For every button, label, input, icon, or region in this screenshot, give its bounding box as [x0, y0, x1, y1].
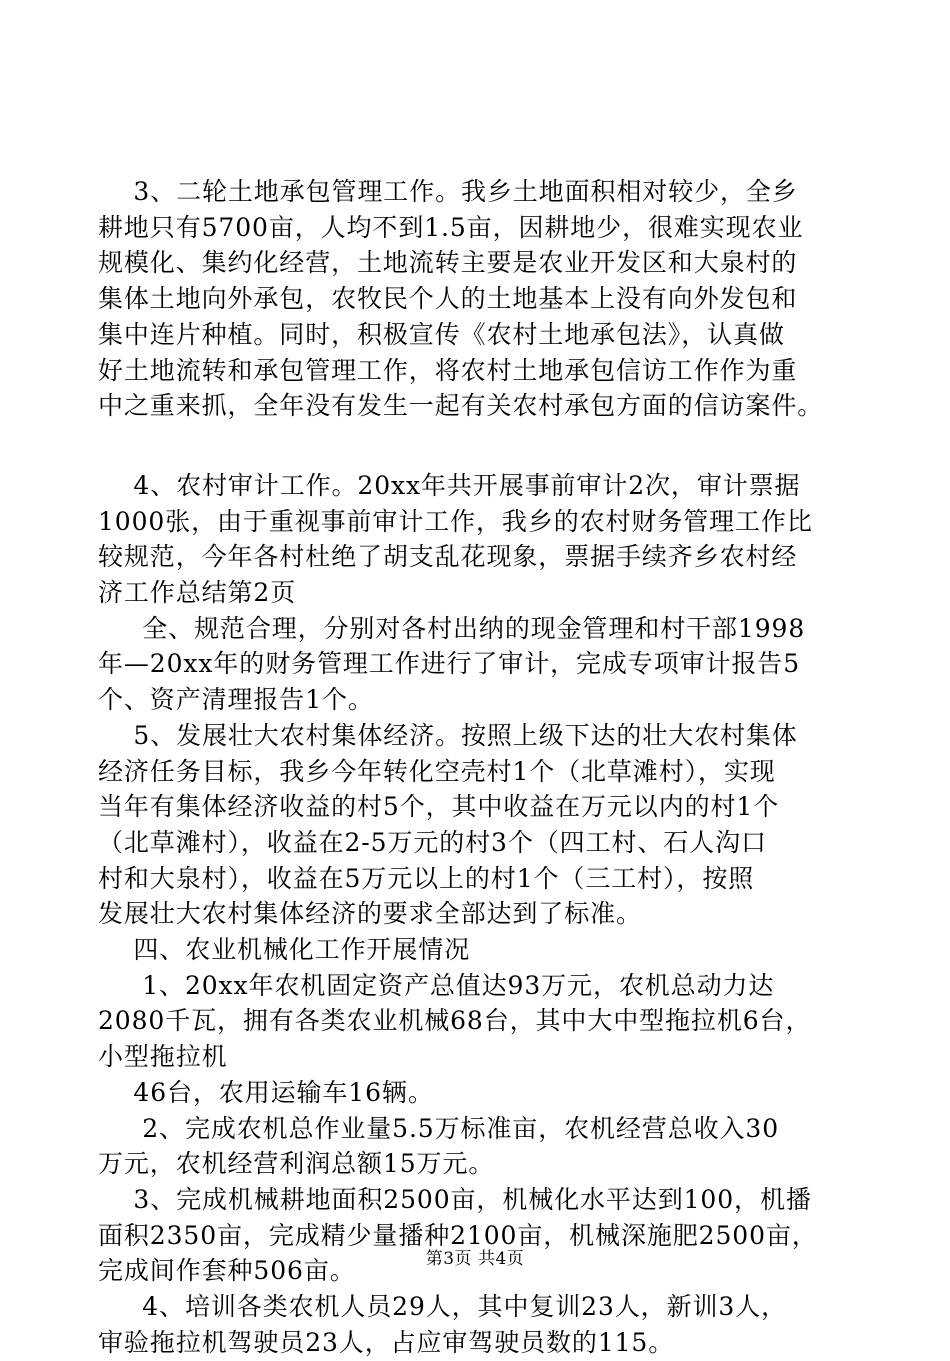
text-line: 发展壮大农村集体经济的要求全部达到了标准。: [98, 899, 642, 929]
text-line: 年—20xx年的财务管理工作进行了审计，完成专项审计报告5: [98, 649, 801, 679]
text-line: 4、培训各类农机人员29人，其中复训23人，新训3人，: [98, 1292, 787, 1322]
text-line: 万元，农机经营利润总额15万元。: [98, 1149, 495, 1179]
text-line: 中之重来抓，全年没有发生一起有关农村承包方面的信访案件。: [98, 391, 824, 421]
text-line: 小型拖拉机: [98, 1042, 228, 1072]
page-footer: 第3页 共4页: [425, 1249, 525, 1269]
text-line: 村和大泉村），收益在5万元以上的村1个（三工村），按照: [98, 863, 755, 893]
text-line: 1、20xx年农机固定资产总值达93万元，农机总动力达: [98, 970, 775, 1000]
text-line: 4、农村审计工作。20xx年共开展事前审计2次，审计票据: [98, 470, 801, 500]
text-line: 济工作总结第2页: [98, 578, 297, 608]
text-line: 经济任务目标，我乡今年转化空壳村1个（北草滩村），实现: [98, 756, 776, 786]
text-line: 面积2350亩，完成精少量播种2100亩，机械深施肥2500亩，: [98, 1220, 818, 1250]
paragraph-rural-audit: [98, 468, 868, 718]
text-line: 集体土地向外承包，农牧民个人的土地基本上没有向外发包和: [98, 284, 798, 314]
text-line: （北草滩村），收益在2-5万元的村3个（四工村、石人沟口: [98, 827, 767, 857]
text-line: 规模化、集约化经营，土地流转主要是农业开发区和大泉村的: [98, 248, 798, 278]
paragraph-collective-economy: [98, 718, 868, 932]
text-line: 集中连片种植。同时，积极宣传《农村土地承包法》，认真做: [98, 319, 785, 349]
text-line: 3、完成机械耕地面积2500亩，机械化水平达到100，机播: [98, 1184, 812, 1214]
text-line: 全、规范合理，分别对各村出纳的现金管理和村干部1998: [98, 613, 806, 643]
text-line: 当年有集体经济收益的村5个，其中收益在万元以内的村1个: [98, 792, 780, 822]
paragraph-gap: [98, 424, 868, 468]
text-line: 耕地只有5700亩，人均不到1.5亩，因耕地少，很难实现农业: [98, 212, 804, 242]
text-line: 完成间作套种506亩。: [98, 1256, 356, 1286]
paragraph-land-contract: [98, 174, 868, 424]
text-line: 3、二轮土地承包管理工作。我乡土地面积相对较少，全乡: [98, 177, 798, 206]
text-line: 好土地流转和承包管理工作，将农村土地承包信访工作作为重: [98, 355, 798, 385]
text-line: 2、完成农机总作业量5.5万标准亩，农机经营总收入30: [98, 1113, 780, 1143]
text-line: 审验拖拉机驾驶员23人，占应审驾驶员数的115。: [98, 1327, 675, 1357]
text-line: 46台，农用运输车16辆。: [98, 1077, 434, 1107]
text-line: 较规范，今年各村杜绝了胡支乱花现象，票据手续齐乡农村经: [98, 542, 798, 572]
section-agri-mechanization: [98, 932, 868, 1360]
text-line: 2080千瓦，拥有各类农业机械68台，其中大中型拖拉机6台，: [98, 1006, 812, 1036]
section-heading: 四、农业机械化工作开展情况: [98, 935, 471, 965]
document-body: [98, 174, 868, 1361]
text-line: 1000张，由于重视事前审计工作，我乡的农村财务管理工作比: [98, 506, 813, 536]
text-line: 个、资产清理报告1个。: [98, 685, 374, 715]
text-line: 5、发展壮大农村集体经济。按照上级下达的壮大农村集体: [98, 720, 798, 750]
